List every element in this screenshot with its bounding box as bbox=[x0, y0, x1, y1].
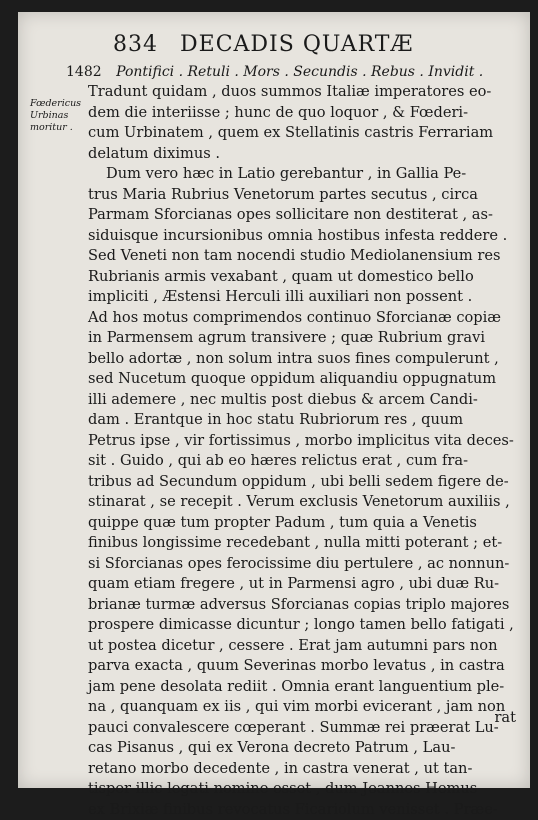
text-line: in Parmensem agrum transivere ; quæ Rubrium gravi bbox=[88, 328, 516, 349]
text-line: tribus ad Secundum oppidum , ubi belli sedem figere de- bbox=[88, 472, 516, 493]
text-line: ut postea dicetur , cessere . Erat jam autumni pars non bbox=[88, 636, 516, 657]
running-header bbox=[113, 32, 413, 57]
text-line: impliciti , Æstensi Herculi illi auxiliari non possent . bbox=[88, 287, 516, 308]
text-line: cum Urbinatem , quem ex Stellatinis castris Ferrariam bbox=[88, 123, 516, 144]
text-line: si Sforcianas opes ferocissime diu pertulere , ac nonnun- bbox=[88, 554, 516, 575]
text-line: delatum diximus . bbox=[88, 144, 516, 165]
text-line: tisper illic legati nomine esset , dum Joannes Hemus bbox=[88, 779, 516, 800]
body-text bbox=[88, 82, 516, 820]
text-line: Dum vero hæc in Latio gerebantur , in Gallia Pe- bbox=[88, 164, 516, 185]
text-line: brianæ turmæ adversus Sforcianas copias triplo majores bbox=[88, 595, 516, 616]
page-number: 834 bbox=[113, 32, 158, 57]
text-line: Tradunt quidam , duos summos Italiæ imperatores eo- bbox=[88, 82, 516, 103]
text-line: na , quanquam ex iis , qui vim morbi evicerant , jam non bbox=[88, 697, 516, 718]
text-line: sit . Guido , qui ab eo hæres relictus erat , cum fra- bbox=[88, 451, 516, 472]
catchword-line: Pontifici . Retuli . Mors . Secundis . Rebus . Invidit . bbox=[116, 64, 483, 80]
text-line: quam etiam fregere , ut in Parmensi agro , ubi duæ Ru- bbox=[88, 574, 516, 595]
margin-note bbox=[30, 98, 90, 134]
text-line: illi ademere , nec multis post diebus & arcem Candi- bbox=[88, 390, 516, 411]
margin-note-line: Urbinas bbox=[30, 110, 90, 122]
text-line: finibus longissime recedebant , nulla mitti poterant ; et- bbox=[88, 533, 516, 554]
text-line: jam pene desolata rediit . Omnia erant languentium ple- bbox=[88, 677, 516, 698]
catchword: rat bbox=[494, 709, 516, 726]
text-line: bello adortæ , non solum intra suos fines compulerunt , bbox=[88, 349, 516, 370]
text-line: ex Brixiæ finibus revocatus Ficariolum venisset . Præe- bbox=[88, 800, 516, 820]
text-line: Parmam Sforcianas opes sollicitare non destiterat , as- bbox=[88, 205, 516, 226]
text-line: stinarat , se recepit . Verum exclusis Venetorum auxiliis , bbox=[88, 492, 516, 513]
margin-note-line: Fœdericus bbox=[30, 98, 90, 110]
book-page bbox=[18, 12, 530, 788]
text-line: dem die interiisse ; hunc de quo loquor , & Fœderi- bbox=[88, 103, 516, 124]
text-line: cas Pisanus , qui ex Verona decreto Patrum , Lau- bbox=[88, 738, 516, 759]
text-line: pauci convalescere cœperant . Summæ rei præerat Lu- bbox=[88, 718, 516, 739]
text-line: prospere dimicasse dicuntur ; longo tamen bello fatigati , bbox=[88, 615, 516, 636]
text-line: Sed Veneti non tam nocendi studio Mediolanensium res bbox=[88, 246, 516, 267]
text-line: dam . Erantque in hoc statu Rubriorum res , quum bbox=[88, 410, 516, 431]
text-line: quippe quæ tum propter Padum , tum quia a Venetis bbox=[88, 513, 516, 534]
running-title: DECADIS QUARTÆ bbox=[180, 32, 413, 57]
text-line: Rubrianis armis vexabant , quam ut domestico bello bbox=[88, 267, 516, 288]
margin-note-line: moritur . bbox=[30, 122, 90, 134]
top-line bbox=[66, 64, 483, 80]
text-line: sed Nucetum quoque oppidum aliquandiu oppugnatum bbox=[88, 369, 516, 390]
text-line: siduisque incursionibus omnia hostibus infesta reddere . bbox=[88, 226, 516, 247]
text-line: parva exacta , quum Severinas morbo levatus , in castra bbox=[88, 656, 516, 677]
year-marker: 1482 bbox=[66, 64, 102, 80]
text-line: Petrus ipse , vir fortissimus , morbo implicitus vita deces- bbox=[88, 431, 516, 452]
text-line: Ad hos motus comprimendos continuo Sforcianæ copiæ bbox=[88, 308, 516, 329]
text-line: trus Maria Rubrius Venetorum partes secutus , circa bbox=[88, 185, 516, 206]
text-line: retano morbo decedente , in castra venerat , ut tan- bbox=[88, 759, 516, 780]
